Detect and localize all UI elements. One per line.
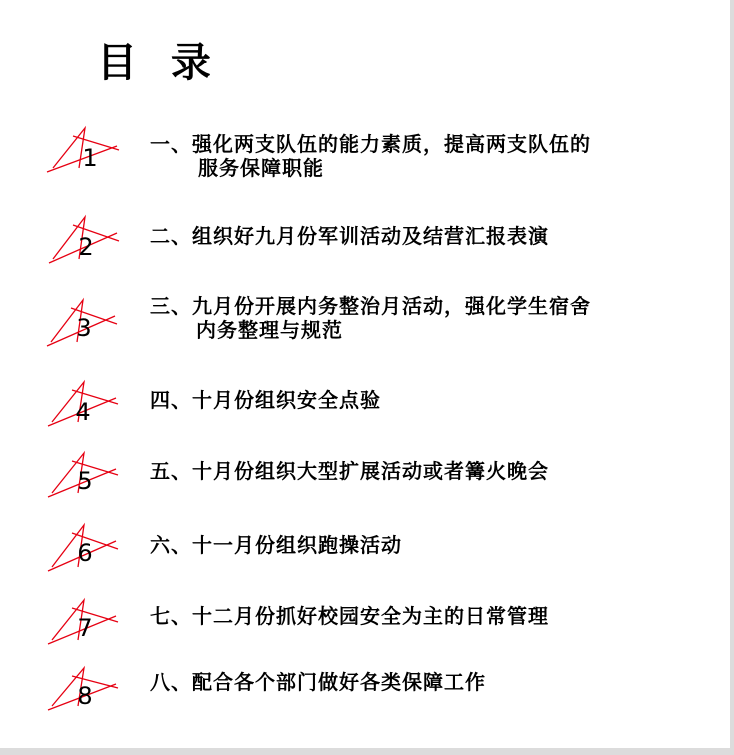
entry-title [150, 459, 549, 483]
entry-title [150, 224, 549, 248]
entry-title-line-1: 四、十月份组织安全点验 [150, 388, 381, 412]
entry-title-line-1: 七、十二月份抓好校园安全为主的日常管理 [150, 604, 549, 628]
triangle-marker-icon [43, 290, 123, 360]
triangle-marker-icon [44, 515, 124, 585]
page-title: 目 录 [97, 40, 221, 86]
entry-title-line-2: 服务保障职能 [198, 156, 324, 180]
entry-title-line-1: 一、强化两支队伍的能力素质，提高两支队伍的 [150, 132, 591, 156]
triangle-marker-icon [44, 372, 124, 442]
triangle-marker-icon [44, 658, 124, 728]
entry-title [150, 294, 591, 342]
entry-title-line-1: 八、配合各个部门做好各类保障工作 [150, 670, 486, 694]
entry-title-line-1: 六、十一月份组织跑操活动 [150, 533, 402, 557]
triangle-marker-icon [45, 120, 125, 190]
entry-number: 7 [77, 614, 93, 642]
entry-number: 5 [77, 467, 93, 495]
entry-number: 4 [75, 398, 91, 426]
entry-title-line-1: 五、十月份组织大型扩展活动或者篝火晚会 [150, 459, 549, 483]
entry-number: 3 [76, 314, 92, 342]
triangle-marker-icon [44, 443, 124, 513]
entry-title [150, 132, 591, 180]
triangle-marker-icon [44, 590, 124, 660]
entry-number: 6 [77, 539, 93, 567]
entry-number: 1 [82, 144, 98, 172]
triangle-marker-icon [45, 207, 125, 277]
entry-title [150, 388, 381, 412]
entry-number: 2 [78, 233, 94, 261]
entry-title [150, 533, 402, 557]
entry-title-line-1: 三、九月份开展内务整治月活动，强化学生宿舍 [150, 294, 591, 318]
entry-title-line-2: 内务整理与规范 [196, 318, 343, 342]
entry-title [150, 604, 549, 628]
entry-title-line-1: 二、组织好九月份军训活动及结营汇报表演 [150, 224, 549, 248]
entry-number: 8 [77, 682, 93, 710]
entry-title [150, 670, 486, 694]
